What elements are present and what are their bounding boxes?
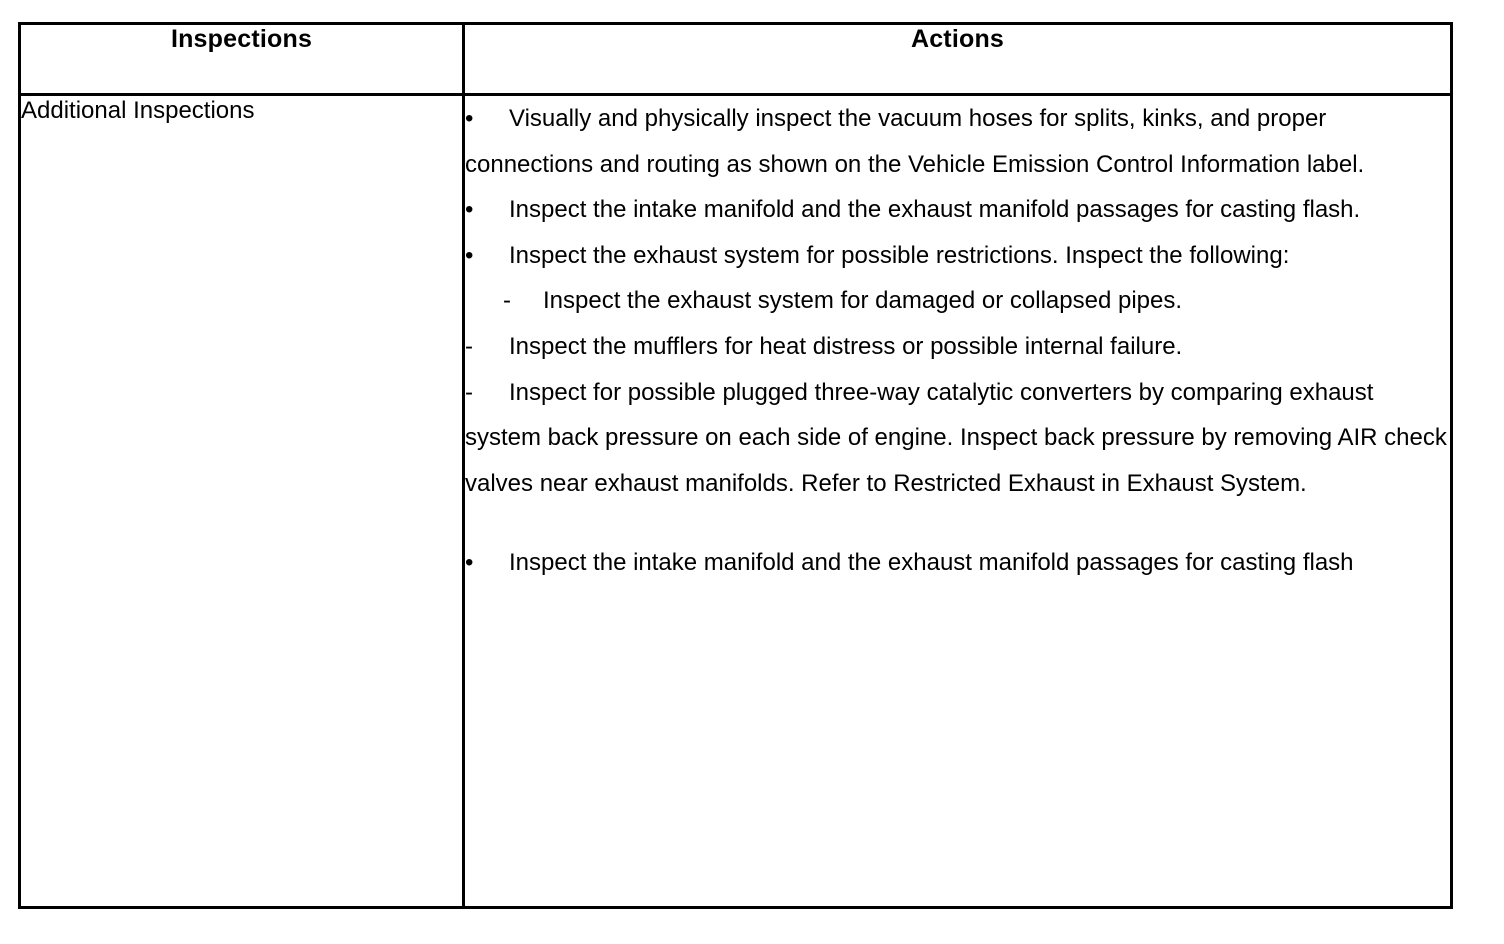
cell-inspection-label: Additional Inspections [20, 95, 464, 908]
list-item-text: Inspect the intake manifold and the exhaust manifold passages for casting flash [509, 549, 1354, 577]
dash-icon: - [465, 378, 473, 406]
list-item-dash [465, 370, 1450, 507]
list-item [465, 187, 1450, 233]
cell-actions-list [464, 95, 1452, 908]
table-header-row [20, 24, 1452, 95]
list-item-text: Visually and physically inspect the vacuum hoses for splits, kinks, and proper connections and routing as shown on the Vehicle Emission Control Information label. [465, 105, 1365, 178]
list-item-dash [465, 324, 1450, 370]
bullet-icon: • [465, 549, 474, 577]
list-item [465, 540, 1450, 586]
dash-icon: - [465, 332, 473, 360]
dash-icon: - [503, 287, 511, 315]
list-item-sub [465, 278, 1450, 324]
paragraph-spacer [465, 506, 1450, 540]
table-row [20, 95, 1452, 908]
list-item-text: Inspect for possible plugged three-way catalytic converters by comparing exhaust system back pressure on each side of engine. Inspect back pressure by removing AIR check valves near exhaust manifolds. Refer to Restricted Exhaust in Exhaust System. [465, 378, 1447, 497]
inspections-actions-table [18, 22, 1453, 909]
list-item-text: Inspect the intake manifold and the exhaust manifold passages for casting flash. [509, 196, 1361, 224]
list-item-text: Inspect the exhaust system for possible restrictions. Inspect the following: [509, 241, 1290, 269]
bullet-icon: • [465, 241, 474, 269]
column-header-actions: Actions [464, 24, 1452, 95]
list-item-text: Inspect the exhaust system for damaged or collapsed pipes. [543, 287, 1183, 315]
list-item-text: Inspect the mufflers for heat distress or possible internal failure. [509, 332, 1183, 360]
bullet-icon: • [465, 196, 474, 224]
column-header-inspections: Inspections [20, 24, 464, 95]
list-item [465, 96, 1450, 187]
list-item [465, 233, 1450, 279]
bullet-icon: • [465, 105, 474, 132]
